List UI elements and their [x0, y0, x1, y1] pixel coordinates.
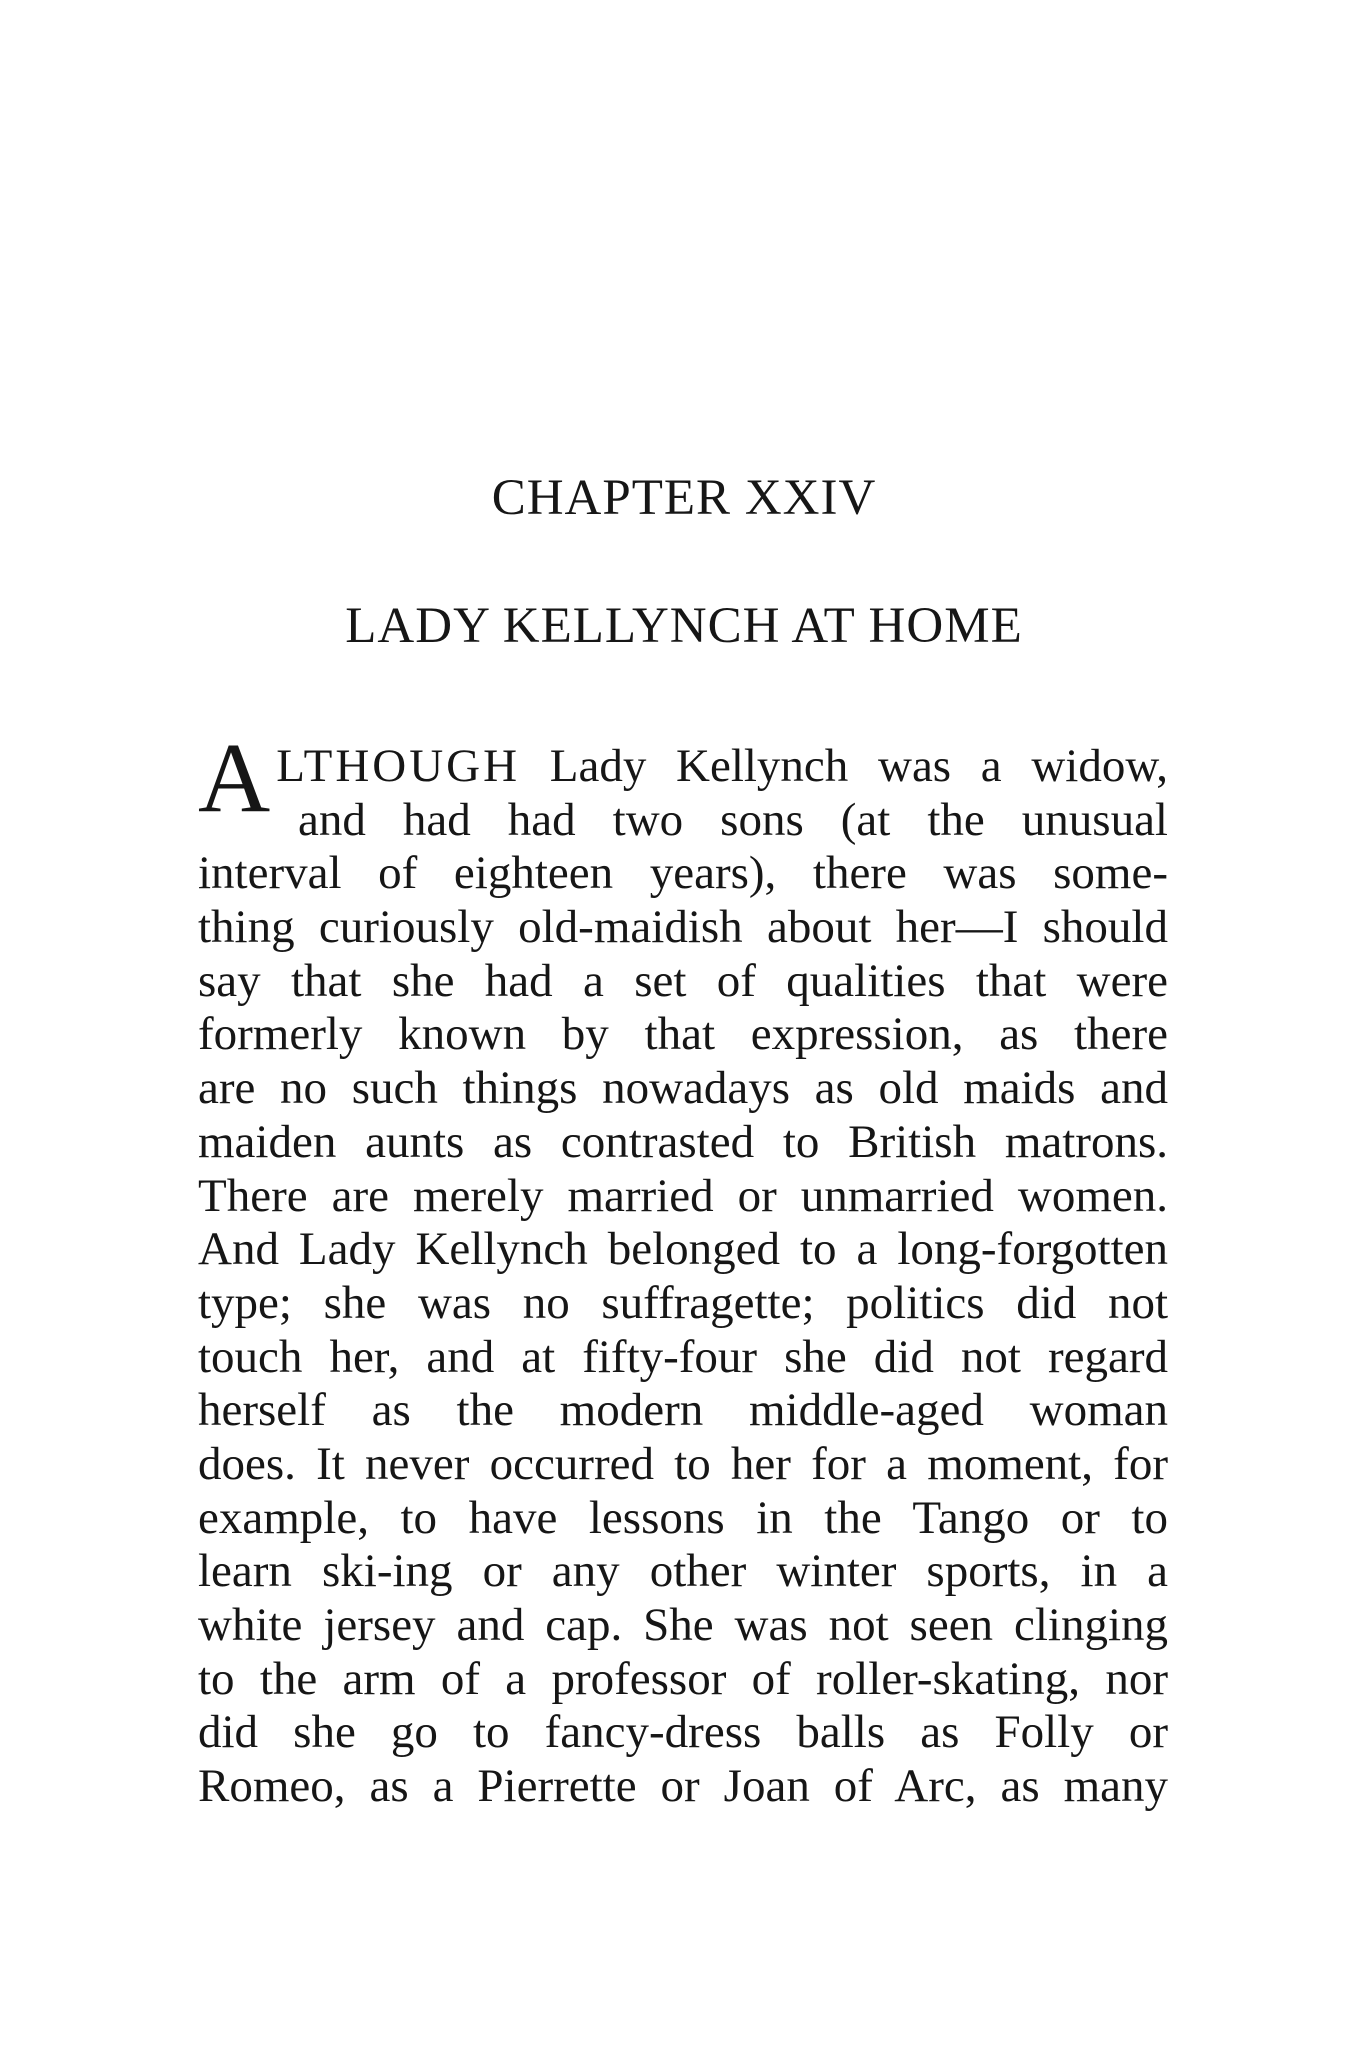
text-line-15: example, to have lessons in the Tango or to: [198, 1491, 1168, 1544]
text-line-2: and had had two sons (at the unusual: [298, 793, 1168, 846]
text-line-4: thing curiously old-maidish about her—I should: [198, 901, 1168, 954]
text-line-6: formerly known by that expression, as there: [198, 1008, 1168, 1061]
text-line-18: to the arm of a professor of roller-skating, nor: [198, 1652, 1168, 1705]
text-line-20: Romeo, as a Pierrette or Joan of Arc, as many: [198, 1760, 1168, 1813]
text-line-16: learn ski-ing or any other winter sports, in a: [198, 1545, 1168, 1598]
text-line-14: does. It never occurred to her for a moment, for: [198, 1437, 1168, 1490]
first-line-remainder: Lady Kellynch was a widow,: [520, 739, 1168, 792]
first-word-rest: LTHOUGH: [276, 739, 521, 792]
text-line-5: say that she had a set of qualities that were: [198, 954, 1168, 1007]
first-line-text: [276, 740, 1168, 794]
text-line-11: type; she was no suffragette; politics did not: [198, 1276, 1168, 1329]
text-line-13: herself as the modern middle-aged woman: [198, 1384, 1168, 1437]
chapter-title: LADY KELLYNCH AT HOME: [345, 598, 1023, 654]
text-line-19: did she go to fancy-dress balls as Folly or: [198, 1706, 1168, 1759]
text-line-12: touch her, and at fifty-four she did not regard: [198, 1330, 1168, 1383]
text-line-8: maiden aunts as contrasted to British matrons.: [198, 1115, 1168, 1168]
text-line-17: white jersey and cap. She was not seen clinging: [198, 1599, 1168, 1651]
body-paragraph: [198, 721, 1168, 1814]
text-line-3: interval of eighteen years), there was some-: [198, 847, 1168, 900]
drop-cap: A: [198, 721, 271, 833]
chapter-number: CHAPTER XXIV: [491, 470, 877, 526]
text-line-9: There are merely married or unmarried women.: [198, 1169, 1168, 1222]
text-line-7: are no such things nowadays as old maids and: [198, 1062, 1168, 1115]
text-line-10: And Lady Kellynch belonged to a long-forgotten: [198, 1223, 1168, 1276]
